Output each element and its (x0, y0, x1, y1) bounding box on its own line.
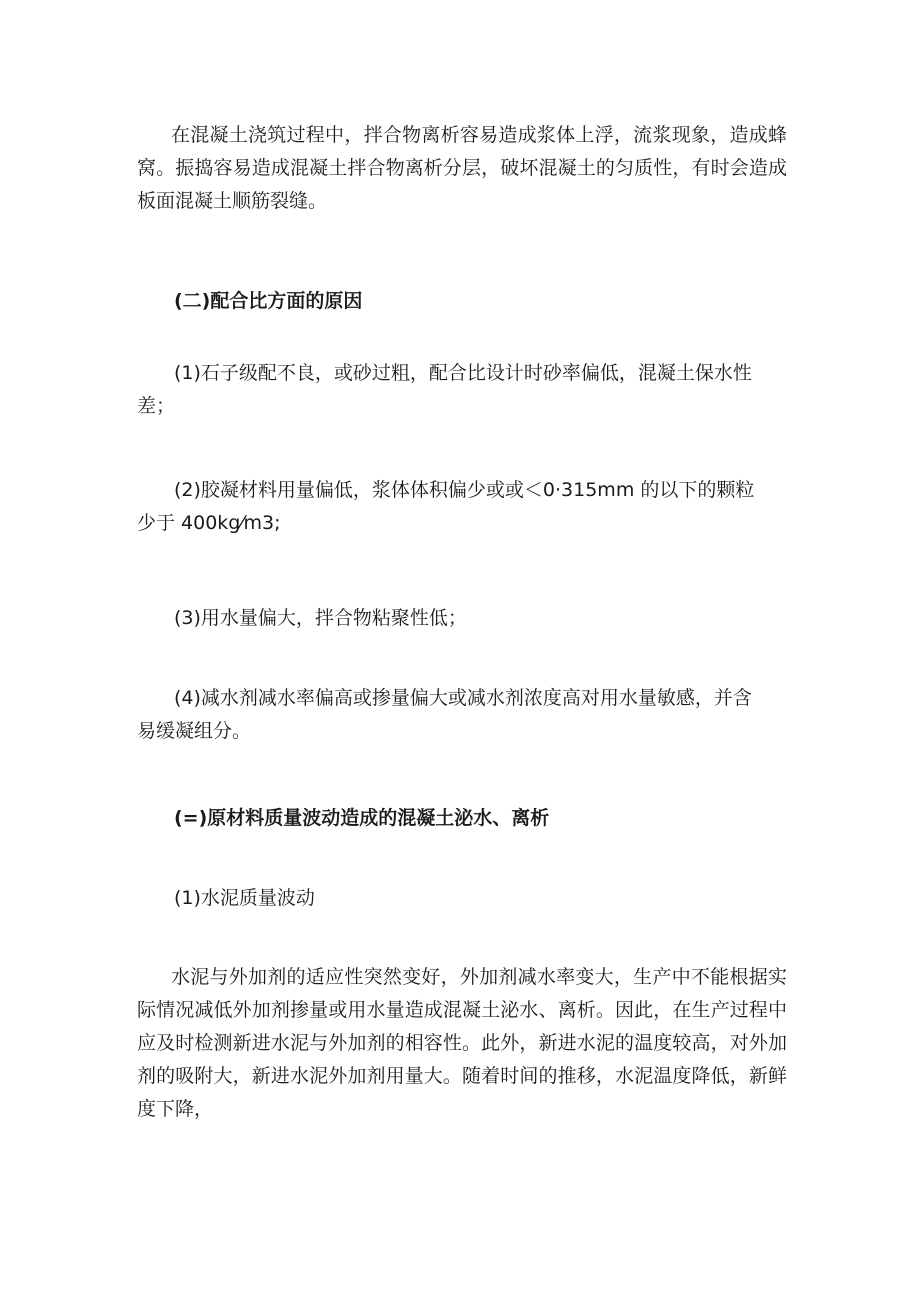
list-item-1-line-1: (1)石子级配不良，或砂过粗，配合比设计时砂率偏低，混凝土保水性 (174, 362, 752, 384)
list-item-2 (137, 474, 824, 540)
list-item-2-line-2: 少于 400kg⁄m3; (137, 512, 281, 534)
list-item-1-line-2: 差； (137, 395, 176, 417)
subheading-cement-quality: (1)水泥质量波动 (174, 887, 315, 909)
list-item-4-line-2: 易缓凝组分。 (137, 720, 252, 742)
heading-raw-material-fluctuation: (=)原材料质量波动造成的混凝土泌水、离析 (174, 807, 550, 829)
list-item-3: (3)用水量偏大，拌合物粘聚性低； (174, 607, 467, 629)
heading-mix-ratio-causes: (二)配合比方面的原因 (174, 290, 363, 312)
list-item-1 (137, 357, 824, 423)
list-item-4 (137, 682, 824, 748)
list-item-2-line-1: (2)胶凝材料用量偏低，浆体体积偏少或或＜0·315mm 的以下的颗粒 (174, 479, 755, 501)
paragraph-segregation-pouring: 在混凝土浇筑过程中，拌合物离析容易造成浆体上浮，流浆现象，造成蜂窝。振捣容易造成混凝土拌合物离析分层，破坏混凝土的匀质性，有时会造成板面混凝土顺筋裂缝。 (137, 124, 787, 212)
paragraph-cement-admixture: 水泥与外加剂的适应性突然变好，外加剂减水率变大，生产中不能根据实际情况减低外加剂掺量或用水量造成混凝土泌水、离析。因此，在生产过程中应及时检测新进水泥与外加剂的相容性。此外，新进水泥的温度较高，对外加剂的吸附大，新进水泥外加剂用量大。随着时间的推移，水泥温度降低，新鲜度下降， (137, 966, 787, 1120)
list-item-4-line-1: (4)减水剂减水率偏高或掺量偏大或减水剂浓度高对用水量敏感，并含 (174, 687, 752, 709)
